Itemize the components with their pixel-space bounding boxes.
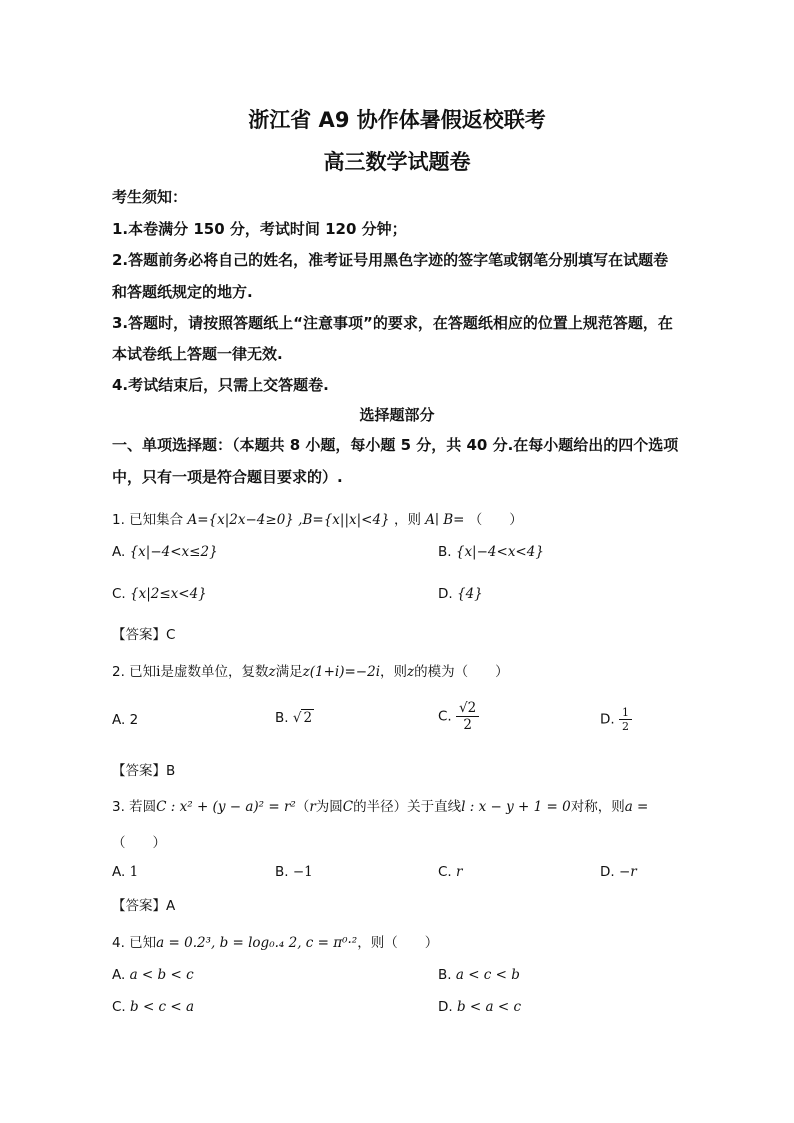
q3-c: C [342, 799, 354, 815]
q2-i: i [156, 664, 161, 680]
q1-answer [112, 623, 175, 643]
q1-set-a: A={x|2x−4≥0} [187, 512, 294, 528]
q2-equation: z(1+i)=−2i [302, 664, 381, 680]
q2-answer-value: B [166, 763, 176, 779]
q2-option-c-numerator: √2 [456, 700, 479, 717]
q2-answer-tag: 【答案】 [112, 763, 166, 779]
q3-blank: （ ） [112, 835, 166, 851]
q2-prefix: 2. 已知 [112, 664, 157, 680]
q1-option-d [438, 586, 483, 602]
q1-option-b-text: {x|−4<x<4} [455, 544, 544, 560]
q2-option-d [600, 706, 632, 733]
notice-line-6: 4.考试结束后，只需上交答题卷. [112, 376, 329, 394]
q3-option-d-label: D. [600, 864, 615, 880]
q2-option-d-denominator: 2 [621, 720, 629, 733]
q3-option-b-label: B. [275, 864, 289, 880]
section-instruction-line-2: 中，只有一项是符合题目要求的）. [112, 468, 343, 486]
q2-z-1: z [268, 664, 276, 680]
question-1-stem [112, 508, 523, 528]
q4-option-c-text: b < c < a [130, 999, 195, 1015]
q2-option-c-fraction [456, 700, 479, 733]
q2-text-3: ，则 [380, 664, 408, 680]
q4-option-b-text: a < c < b [455, 967, 520, 983]
q2-option-b-radicand: 2 [303, 710, 313, 726]
q3-text-1: 为圆 [315, 799, 343, 815]
q1-answer-tag: 【答案】 [112, 627, 166, 643]
q3-prefix: 3. 若圆 [112, 799, 157, 815]
q3-option-c-label: C. [438, 864, 452, 880]
q3-option-b-text: −1 [292, 864, 313, 880]
q2-option-b-label: B. [275, 710, 289, 726]
q2-option-b [275, 710, 314, 726]
q4-option-d-text: b < a < c [456, 999, 522, 1015]
q4-prefix: 4. 已知 [112, 935, 157, 951]
section-instruction-line-1: 一、单项选择题：（本题共 8 小题，每小题 5 分，共 40 分.在每小题给出的四个选项 [112, 436, 679, 454]
q1-option-c [112, 586, 207, 602]
q3-option-c-text: r [456, 864, 463, 880]
q3-answer [112, 894, 175, 914]
q2-z-2: z [407, 664, 415, 680]
q1-option-d-label: D. [438, 586, 453, 602]
q4-option-d [438, 999, 521, 1015]
q3-option-c [438, 864, 462, 880]
notice-heading: 考生须知： [112, 188, 188, 206]
q1-option-c-text: {x|2≤x<4} [130, 586, 207, 602]
q2-option-b-sqrt: √ 2 [292, 710, 313, 726]
q3-option-d [600, 864, 637, 880]
exam-title: 浙江省 A9 协作体暑假返校联考 [248, 108, 546, 132]
q3-text-3: 对称，则 [570, 799, 625, 815]
q4-option-a-text: a < b < c [129, 967, 194, 983]
q4-option-b-label: B. [438, 967, 452, 983]
q3-option-a-label: A. [112, 864, 126, 880]
q1-option-d-text: {4} [456, 586, 483, 602]
q1-option-c-label: C. [112, 586, 126, 602]
q2-option-c [438, 700, 479, 733]
q2-text-4: 的模为（ ） [414, 664, 509, 680]
q4-option-c-label: C. [112, 999, 126, 1015]
question-2-stem [112, 660, 509, 680]
q1-prefix: 1. 已知集合 [112, 512, 184, 528]
notice-line-4: 3.答题时，请按照答题纸上“注意事项”的要求，在答题纸相应的位置上规范答题，在 [112, 314, 673, 332]
q2-option-d-label: D. [600, 711, 615, 728]
q1-option-b [438, 544, 544, 560]
q2-option-d-numerator: 1 [619, 706, 632, 720]
q2-option-c-label: C. [438, 708, 452, 725]
notice-line-1: 1.本卷满分 150 分，考试时间 120 分钟； [112, 220, 407, 238]
exam-subtitle: 高三数学试题卷 [323, 150, 471, 174]
notice-line-5: 本试卷纸上答题一律无效. [112, 345, 283, 363]
q3-option-b [275, 864, 313, 880]
notice-line-2: 2.答题前务必将自己的姓名，准考证号用黑色字迹的签字笔或钢笔分别填写在试题卷 [112, 251, 669, 269]
question-3-stem [112, 795, 648, 815]
q3-option-a-text: 1 [129, 864, 139, 880]
q1-mid: ，则 [393, 512, 421, 528]
q4-option-a [112, 967, 194, 983]
q3-line-equation: l : x − y + 1 = 0 [461, 799, 571, 815]
q3-answer-tag: 【答案】 [112, 898, 166, 914]
q2-text-2: 满足 [275, 664, 303, 680]
q4-expression: a = 0.2³, b = log₀.₄ 2, c = π⁰·² [156, 935, 358, 951]
q3-text-2: 的半径）关于直线 [353, 799, 462, 815]
q3-circle-equation: C : x² + (y − a)² = r² [156, 799, 296, 815]
q4-option-b [438, 967, 520, 983]
q2-option-c-denominator: 2 [463, 717, 472, 733]
notice-line-3: 和答题纸规定的地方. [112, 283, 253, 301]
section-title: 选择题部分 [359, 406, 435, 424]
question-4-stem [112, 931, 438, 951]
q4-option-c [112, 999, 194, 1015]
q3-paren: （ [295, 799, 310, 815]
q1-suffix: （ ） [468, 512, 523, 528]
q4-suffix: ，则（ ） [357, 935, 439, 951]
q2-option-a: A. 2 [112, 712, 139, 728]
q2-text-1: 是虚数单位，复数 [160, 664, 269, 680]
q3-option-d-text: −r [618, 864, 637, 880]
q3-answer-value: A [166, 898, 176, 914]
q1-set-b: ,B={x||x|<4} [298, 512, 390, 528]
q4-option-a-label: A. [112, 967, 126, 983]
q1-option-b-label: B. [438, 544, 452, 560]
q1-option-a [112, 544, 218, 560]
q1-option-a-label: A. [112, 544, 126, 560]
q4-option-d-label: D. [438, 999, 453, 1015]
q2-answer [112, 759, 175, 779]
q1-expression: A∣ B= [425, 512, 465, 528]
q3-r: r [309, 799, 316, 815]
q1-answer-value: C [166, 627, 176, 643]
q3-option-a [112, 864, 138, 880]
q3-a-equals: a = [624, 799, 649, 815]
q1-option-a-text: {x|−4<x≤2} [129, 544, 218, 560]
q2-option-d-fraction [619, 706, 632, 733]
